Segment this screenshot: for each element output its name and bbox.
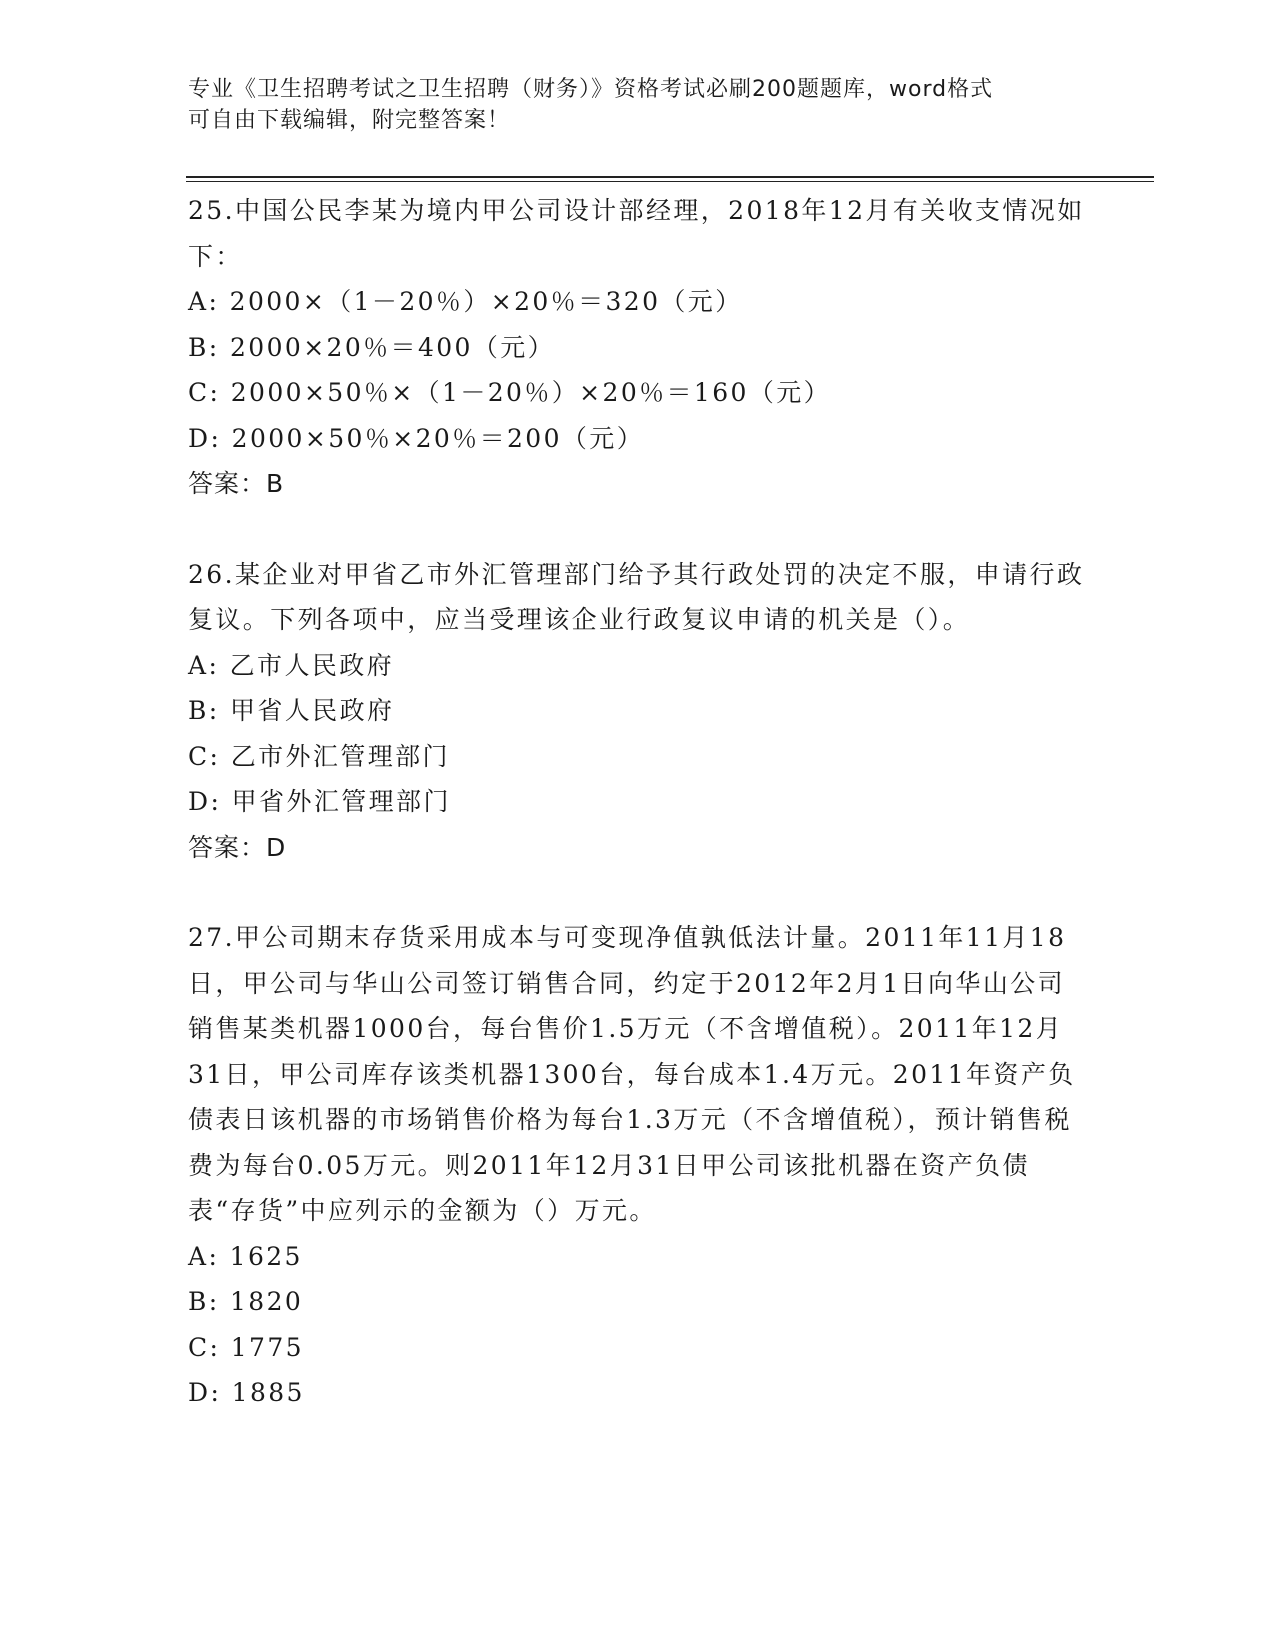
option-text: 2000×50％×（1－20％）×20％＝160（元） <box>230 378 832 407</box>
option-label: A: <box>188 650 220 680</box>
option-c <box>188 734 1088 780</box>
option-text: 2000×50％×20％＝200（元） <box>231 423 645 453</box>
option-a <box>188 1234 1088 1280</box>
option-b <box>188 1279 1088 1325</box>
option-d <box>188 1370 1088 1416</box>
question-25 <box>188 188 1088 507</box>
header-line-2: 可自由下载编辑，附完整答案！ <box>188 108 511 133</box>
option-d <box>188 779 1088 825</box>
option-label: C: <box>188 741 221 771</box>
question-text: 26.某企业对甲省乙市外汇管理部门给予其行政处罚的决定不服，申请行政复议。下列各项中，应当受理该企业行政复议申请的机关是（）。 <box>188 559 1085 634</box>
option-text: 1885 <box>231 1378 305 1407</box>
option-text: 1775 <box>230 1332 304 1362</box>
option-text: 1820 <box>229 1287 304 1316</box>
option-label: D: <box>188 423 222 453</box>
option-a <box>188 279 1088 325</box>
option-a <box>188 643 1088 689</box>
option-label: A: <box>188 287 220 316</box>
option-label: B: <box>188 1287 220 1316</box>
header-line-1: 专业《卫生招聘考试之卫生招聘（财务）》资格考试必刷200题题库，word格式 <box>188 77 994 102</box>
option-text: 乙市外汇管理部门 <box>230 741 450 771</box>
answer: 答案：D <box>188 832 287 862</box>
header-divider <box>186 176 1154 182</box>
option-text: 2000×（1－20％）×20％＝320（元） <box>229 287 743 316</box>
option-label: B: <box>188 696 220 725</box>
answer: 答案：B <box>188 469 285 498</box>
document-header <box>188 74 1068 136</box>
option-text: 2000×20％＝400（元） <box>229 332 556 362</box>
option-label: D: <box>188 1378 222 1407</box>
option-c <box>188 1325 1088 1371</box>
option-label: C: <box>188 1332 221 1362</box>
question-text: 25.中国公民李某为境内甲公司设计部经理，2018年12月有关收支情况如下： <box>188 196 1085 271</box>
option-label: B: <box>188 332 220 362</box>
option-text: 甲省外汇管理部门 <box>231 787 451 816</box>
option-text: 1625 <box>229 1241 303 1271</box>
option-label: D: <box>188 787 222 816</box>
question-26 <box>188 552 1088 871</box>
option-text: 乙市人民政府 <box>229 650 395 680</box>
option-c <box>188 370 1088 416</box>
option-d <box>188 416 1088 462</box>
question-list <box>188 188 1088 1461</box>
option-text: 甲省人民政府 <box>229 696 395 725</box>
option-b <box>188 688 1088 734</box>
option-label: A: <box>188 1241 220 1271</box>
question-27 <box>188 915 1088 1416</box>
option-b <box>188 325 1088 371</box>
option-label: C: <box>188 378 221 407</box>
question-text: 27.甲公司期末存货采用成本与可变现净值孰低法计量。2011年11月18日，甲公司与华山公司签订销售合同，约定于2012年2月1日向华山公司销售某类机器1000台，每台售价1.5万元（不含增值税）。2011年12月31日，甲公司库存该类机器1300台，每台成本1.4万元。2011年资产负债表日该机器的市场销售价格为每台1.3万元（不含增值税），预计销售税费为每台0.05万元。则2011年12月31日甲公司该批机器在资产负债表“存货”中应列示的金额为（）万元。 <box>188 923 1076 1225</box>
